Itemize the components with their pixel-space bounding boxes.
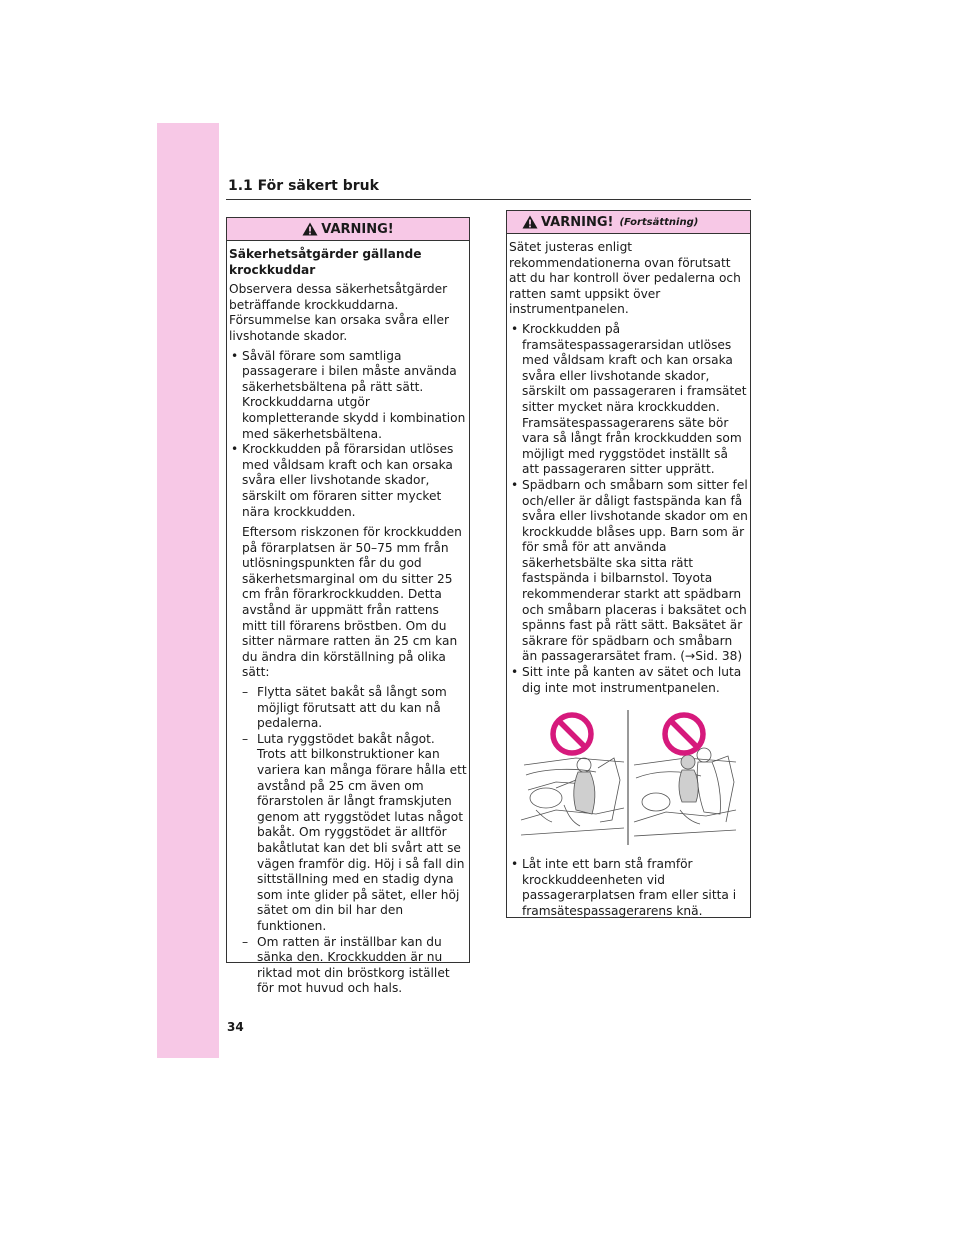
seating-illustration <box>516 710 741 845</box>
bullet-item: • Spädbarn och småbarn som sitter fel och/eller är dåligt fastspända kan få svåra eller livshotande skador om en krockkudde blåses upp. Barn som är för små för att använda säkerhetsbälte ska sitta rätt fastspända i bilbarnstol. Toyota rekommenderar starkt att spädbarn och småbarn placeras i baksätet och spänns fast på rätt sätt. Baksätet är säkrare för spädbarn och småbarn än passagerarsätet fram. (→Sid. 38) <box>509 478 748 665</box>
child-on-lap-illustration <box>634 748 736 836</box>
warning-icon <box>522 215 538 229</box>
warning-title: VARNING! <box>321 221 394 237</box>
warning-box-left <box>226 217 470 996</box>
warning-icon <box>302 222 318 236</box>
bullet-item: • Sitt inte på kanten av sätet och luta dig inte mot instrumentpanelen. <box>509 665 748 696</box>
page-number: 34 <box>227 1020 244 1034</box>
warning-header <box>507 211 750 234</box>
section-title: 1.1 För säkert bruk <box>228 178 379 194</box>
bullet-item: • Krockkudden på förarsidan utlöses med våldsam kraft och kan orsaka svåra eller livshotande skador, särskilt om föraren sitter mycket nära krockkudden. <box>229 442 467 520</box>
warning-intro: Observera dessa säkerhetsåtgärder beträffande krockkuddarna. Försummelse kan orsaka svåra eller livshotande skador. <box>229 282 450 343</box>
dash-item: – Luta ryggstödet bakåt något. Trots att bilkonstruktioner kan variera kan många förare hålla ett avstånd på 25 cm även om förarstolen är långt framskjuten genom att ryggstödet lutas något bakåt. Om ryggstödet är alltför bakåtlutat kan det bli svårt att se vägen framför dig. Höj i så fall din sittställning med en stadig dyna som inte glider på sätet, eller höj sätet om din bil har den funktionen. <box>242 731 467 933</box>
prohibition-icon <box>553 715 591 753</box>
prohibition-icon <box>665 715 703 753</box>
warning-title: VARNING! <box>541 214 614 230</box>
dash-item: – Flytta sätet bakåt så långt som möjligt förutsatt att du kan nå pedalerna. <box>242 685 447 731</box>
bullet-item: • Såväl förare som samtliga passagerare i bilen måste använda säkerhetsbältena på rätt sätt. Krockkuddarna utgör kompletterande skydd i kombination med säkerhetsbältena. <box>229 349 467 443</box>
indent-paragraph: Eftersom riskzonen för krockkudden på förarplatsen är 50–75 mm från utlösningspunkten får du god säkerhetsmarginal om du sitter 25 cm från förarkrockkudden. Detta avstånd är uppmätt från rattens mitt till förarens bröstben. Om du sitter närmare ratten än 25 cm kan du ändra din körställning på olika sätt: <box>242 525 462 680</box>
warning-header <box>227 218 469 241</box>
warning-subhead: Säkerhetsåtgärder gällande krockkuddar <box>229 247 422 277</box>
warning-box-right <box>506 210 751 918</box>
bullet-item: • Krockkudden på framsätespassagerarsidan utlöses med våldsam kraft och kan orsaka svåra eller livshotande skador, särskilt om passageraren i framsätet sitter mycket nära krockkudden. Framsätespassagerarens säte bör vara så långt från krockkudden som möjligt med ryggstödet inställt så att passageraren sitter upprätt. <box>509 322 748 478</box>
warning-intro: Sätet justeras enligt rekommendationerna ovan förutsatt att du har kontroll över pedalerna och ratten samt uppsikt över instrumentpanelen. <box>509 240 741 317</box>
section-rule <box>226 199 751 200</box>
bullet-item: • Låt inte ett barn stå framför krockkuddeenheten vid passagerarplatsen fram eller sitta i framsätespassagerarens knä. <box>509 857 748 919</box>
child-leaning-on-dashboard-illustration <box>521 758 624 835</box>
side-tab <box>157 123 219 1058</box>
continuation-label: (Fortsättning) <box>619 216 699 228</box>
dash-item: – Om ratten är inställbar kan du sänka den. Krockkudden är nu riktad mot din bröstkorg istället för mot huvud och hals. <box>242 934 450 996</box>
